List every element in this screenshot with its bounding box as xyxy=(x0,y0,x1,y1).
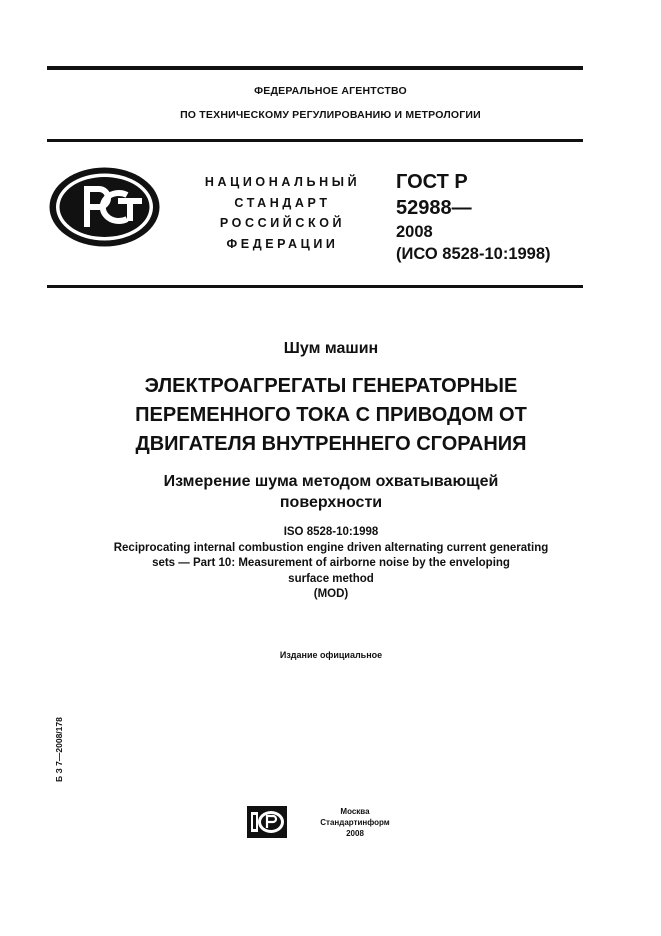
designation-code: ГОСТ Р xyxy=(396,171,468,193)
iso-ref: ISO 8528-10:1998 xyxy=(283,526,379,538)
standartinform-logo-icon xyxy=(247,806,287,838)
iso-mod-label: (MOD) xyxy=(313,588,349,600)
designation-number: 52988— xyxy=(396,197,472,219)
iso-title-line: sets — Part 10: Measurement of airborne noise by the enveloping xyxy=(152,557,510,569)
subtitle-line: поверхности xyxy=(279,494,383,511)
subtitle xyxy=(47,471,615,513)
iso-reference xyxy=(47,525,615,603)
designation-year: 2008 xyxy=(396,223,433,241)
main-title xyxy=(47,372,615,459)
side-catalog-code: Б З 7—2008/178 xyxy=(54,717,64,782)
national-standard-line: ФЕДЕРАЦИИ xyxy=(226,236,339,251)
subtitle-line: Измерение шума методом охватывающей xyxy=(163,473,499,490)
national-standard-label xyxy=(180,172,385,254)
designation-iso-ref: (ИСО 8528-10:1998) xyxy=(396,245,551,263)
top-rule xyxy=(47,66,583,70)
edition-label: Издание официальное xyxy=(279,650,383,660)
national-standard-line: РОССИЙСКОЙ xyxy=(219,216,346,230)
publisher-imprint xyxy=(300,806,410,839)
main-title-line: ДВИГАТЕЛЯ ВНУТРЕННЕГО СГОРАНИЯ xyxy=(135,433,527,455)
standard-designation xyxy=(396,169,551,265)
agency-line-1: ФЕДЕРАЛЬНОЕ АГЕНТСТВО xyxy=(254,85,407,97)
title-group: Шум машин xyxy=(283,340,379,357)
publisher-name: Стандартинформ xyxy=(320,818,390,827)
national-standard-line: НАЦИОНАЛЬНЫЙ xyxy=(204,175,361,189)
publisher-city: Москва xyxy=(340,807,370,816)
national-standard-line: СТАНДАРТ xyxy=(234,195,331,210)
main-title-line: ПЕРЕМЕННОГО ТОКА С ПРИВОДОМ ОТ xyxy=(135,404,527,426)
gost-r-emblem-icon xyxy=(47,165,162,249)
iso-title-line: surface method xyxy=(288,572,374,585)
main-title-line: ЭЛЕКТРОАГРЕГАТЫ ГЕНЕРАТОРНЫЕ xyxy=(144,375,518,397)
lower-rule xyxy=(47,285,583,288)
agency-line-2: ПО ТЕХНИЧЕСКОМУ РЕГУЛИРОВАНИЮ И МЕТРОЛОГИИ xyxy=(180,109,481,121)
iso-title-line: Reciprocating internal combustion engine driven alternating current generating xyxy=(113,541,549,554)
middle-rule xyxy=(47,139,583,142)
publisher-year: 2008 xyxy=(346,829,364,838)
